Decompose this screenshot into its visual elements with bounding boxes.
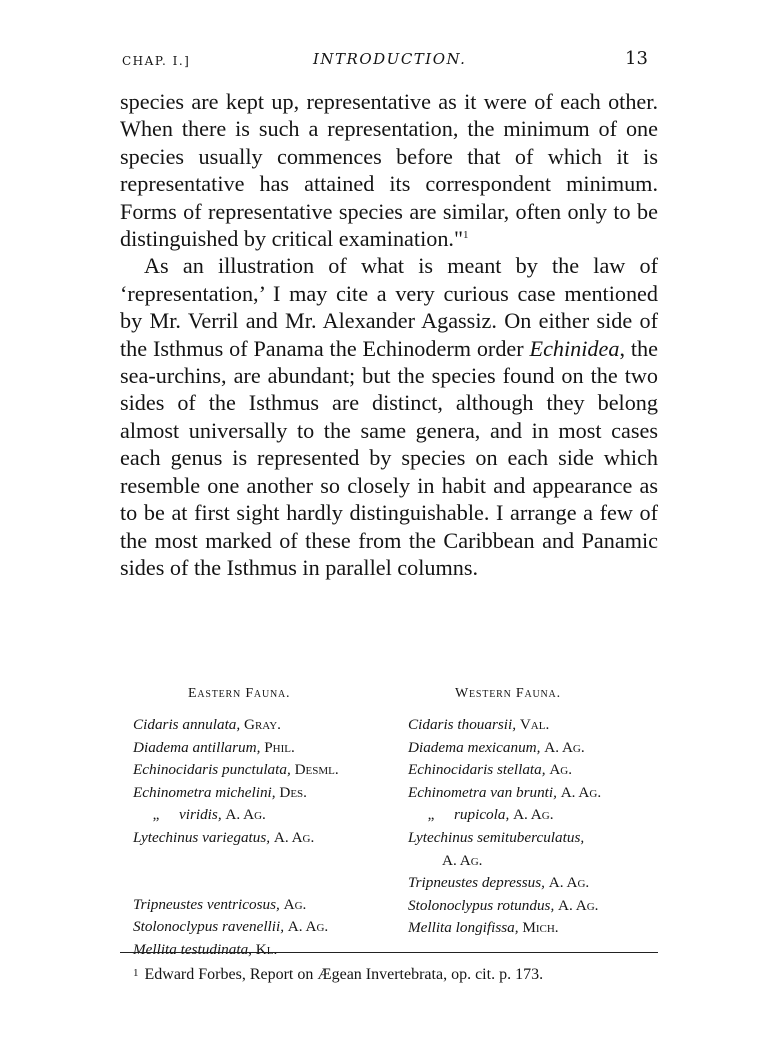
species-entry	[408, 917, 668, 940]
paragraph-1	[120, 88, 658, 252]
species-entry	[408, 737, 668, 760]
species-authority: Desml.	[294, 761, 339, 779]
running-header-title: INTRODUCTION.	[313, 50, 467, 68]
species-name: Mellita longifissa,	[408, 919, 519, 937]
paragraph-2-part1: As an illustration of what is meant by the law of ‘representation,’ I may cite a very curious case mentioned by Mr. Verril and Mr. Alexander Agassiz. On either side of the Isthmus of Panama the Echinoderm order	[120, 253, 658, 361]
paragraph-2-part2: , the sea-urchins, are abundant; but the species found on the two sides of the Isthmus are distinct, although they belong almost universally to the same genera, and in most cases each genus is represented by species on each side which resemble one another so closely in habit and appearance as to be at first sight hardly distinguishable. I arrange a few of the most marked of these from the Caribbean and Panamic sides of the Isthmus in parallel columns.	[120, 335, 658, 580]
species-name: Diadema antillarum,	[133, 738, 261, 756]
species-entry	[408, 714, 668, 737]
species-authority: A. Ag.	[287, 918, 329, 936]
species-name: Tripneustes ventricosus,	[133, 895, 280, 913]
species-entry	[133, 804, 393, 827]
species-authority: A. Ag.	[558, 896, 599, 914]
footnote-text: Edward Forbes, Report on Ægean Invertebrata, op. cit. p. 173.	[144, 966, 544, 983]
species-name: Echinometra michelini,	[133, 783, 276, 801]
species-authority: A. Ag.	[560, 783, 602, 801]
species-name: Tripneustes depressus,	[408, 874, 545, 892]
species-name: rupicola,	[454, 806, 510, 824]
ditto-mark: „	[427, 806, 435, 824]
paragraph-2	[120, 252, 658, 581]
species-entry-continuation	[408, 850, 668, 873]
page-number: 13	[625, 48, 648, 69]
footnote	[133, 966, 543, 984]
species-authority: A. Ag.	[548, 874, 590, 892]
ditto-mark: „	[152, 806, 160, 824]
species-entry	[408, 872, 668, 895]
species-entry	[133, 894, 393, 917]
footnote-reference: 1	[463, 229, 469, 242]
species-name: Lytechinus semituberculatus,	[408, 828, 585, 846]
species-name: Mellita testudinata,	[133, 940, 252, 958]
species-authority: Kl.	[255, 940, 278, 958]
paragraph-1-text: species are kept up, representative as it were of each other. When there is such a representation, the minimum of one species usually commences before that of which it is representative has attained its correspondent minimum. Forms of representative species are similar, often only to be distinguished by critical examination."	[120, 89, 658, 252]
species-authority: A. Ag.	[225, 806, 266, 824]
western-fauna-list	[408, 714, 668, 940]
species-name: Cidaris thouarsii,	[408, 716, 517, 733]
species-name: Echinocidaris stellata,	[408, 761, 546, 779]
species-entry	[133, 782, 393, 805]
species-entry	[133, 827, 393, 850]
running-header-chapter: CHAP. I.]	[122, 54, 191, 68]
species-name: Lytechinus variegatus,	[133, 828, 271, 846]
body-text	[120, 88, 658, 581]
species-entry	[408, 759, 668, 782]
species-authority: A. Ag.	[544, 738, 585, 756]
species-entry	[133, 737, 393, 760]
paragraph-2-italic-term: Echinidea	[529, 335, 620, 361]
species-authority: Ag.	[549, 761, 573, 779]
species-authority: Ag.	[283, 895, 307, 913]
species-authority: A. Ag.	[273, 828, 315, 846]
species-authority: Phil.	[264, 738, 295, 756]
species-entry	[408, 782, 668, 805]
species-authority: Gray.	[243, 716, 281, 733]
species-entry	[408, 895, 668, 918]
species-authority: A. Ag.	[442, 851, 483, 869]
species-authority: Des.	[279, 783, 307, 801]
species-entry	[133, 916, 393, 939]
species-entry	[133, 939, 393, 962]
species-name: Stolonoclypus rotundus,	[408, 896, 555, 914]
eastern-fauna-heading: Eastern Fauna.	[188, 686, 291, 701]
species-name: Echinocidaris punctulata,	[133, 761, 291, 779]
species-authority: Mich.	[522, 919, 559, 937]
species-entry	[133, 759, 393, 782]
western-fauna-heading: Western Fauna.	[455, 686, 561, 701]
footnote-divider	[120, 952, 658, 953]
species-authority: Val.	[519, 716, 550, 733]
species-entry	[408, 804, 668, 827]
species-name: Cidaris annulata,	[133, 716, 241, 733]
species-authority: A. Ag.	[513, 806, 554, 824]
species-name: Diadema mexicanum,	[408, 738, 541, 756]
eastern-fauna-list	[133, 714, 393, 961]
footnote-marker: 1	[133, 967, 139, 979]
species-name: Echinometra van brunti,	[408, 783, 557, 801]
species-name: Stolonoclypus ravenellii,	[133, 918, 284, 936]
species-entry	[133, 714, 393, 737]
species-entry	[408, 827, 668, 850]
species-name: viridis,	[179, 806, 222, 824]
